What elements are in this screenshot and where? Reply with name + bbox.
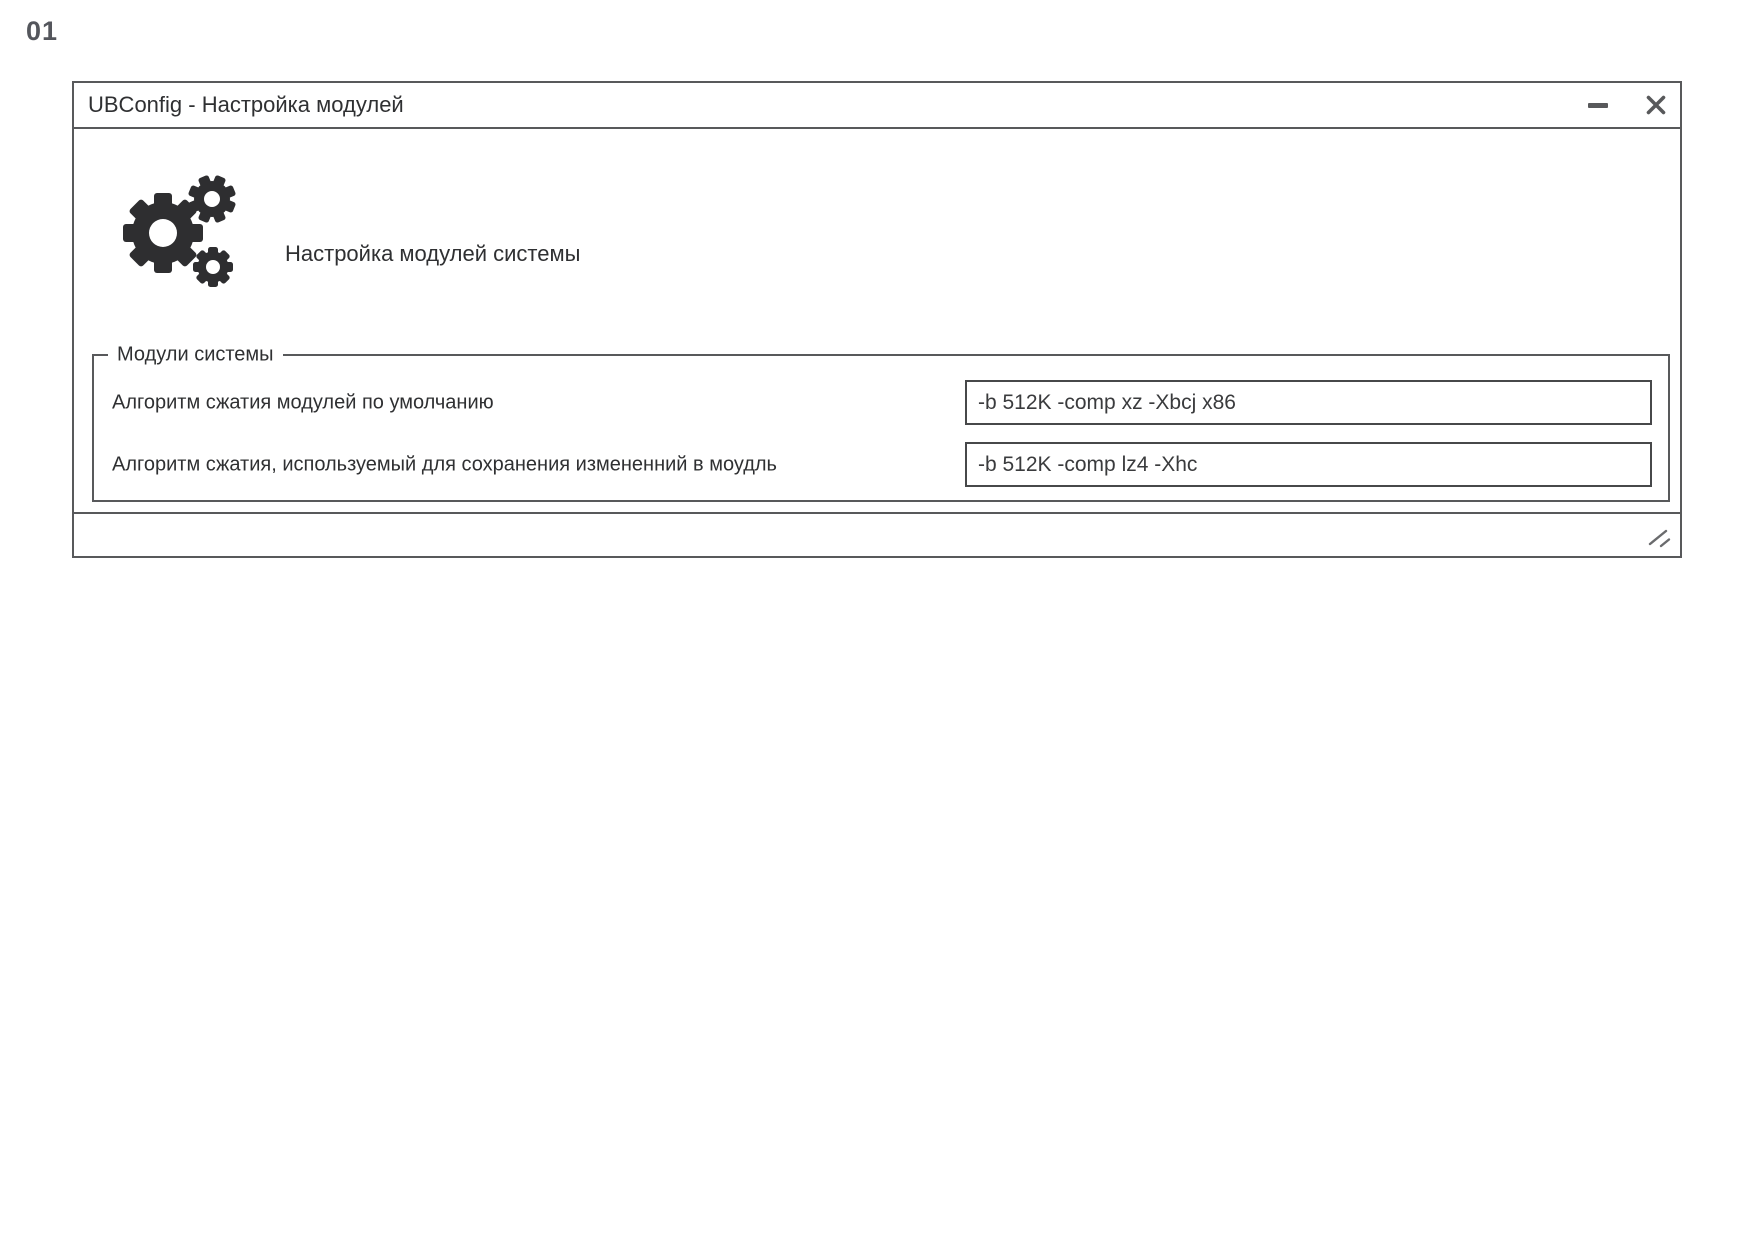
status-bar (74, 512, 1680, 556)
groupbox-legend: Модули системы (108, 343, 283, 366)
default-compression-input[interactable] (965, 380, 1652, 425)
window-content (74, 129, 1680, 510)
window-controls (1586, 83, 1668, 127)
minimize-icon (1588, 103, 1608, 108)
field-label-default-compression: Алгоритм сжатия модулей по умолчанию (112, 391, 494, 413)
field-row-default-compression (94, 380, 1668, 425)
close-icon (1645, 94, 1667, 116)
close-button[interactable] (1644, 93, 1668, 117)
window-title: UBConfig - Настройка модулей (88, 92, 404, 117)
groupbox-modules (92, 343, 1670, 502)
resize-grip-icon[interactable] (1647, 528, 1673, 550)
title-bar (74, 83, 1680, 129)
field-label-save-compression: Алгоритм сжатия, используемый для сохранения измененний в моудль (112, 453, 777, 475)
gears-icon (110, 149, 245, 294)
status-text (74, 525, 84, 545)
minimize-button[interactable] (1586, 93, 1610, 117)
ubconfig-window (72, 81, 1682, 558)
field-row-save-compression (94, 442, 1668, 487)
figure-label: 01 (26, 16, 59, 46)
save-compression-input[interactable] (965, 442, 1652, 487)
section-heading: Настройка модулей системы (285, 241, 581, 266)
